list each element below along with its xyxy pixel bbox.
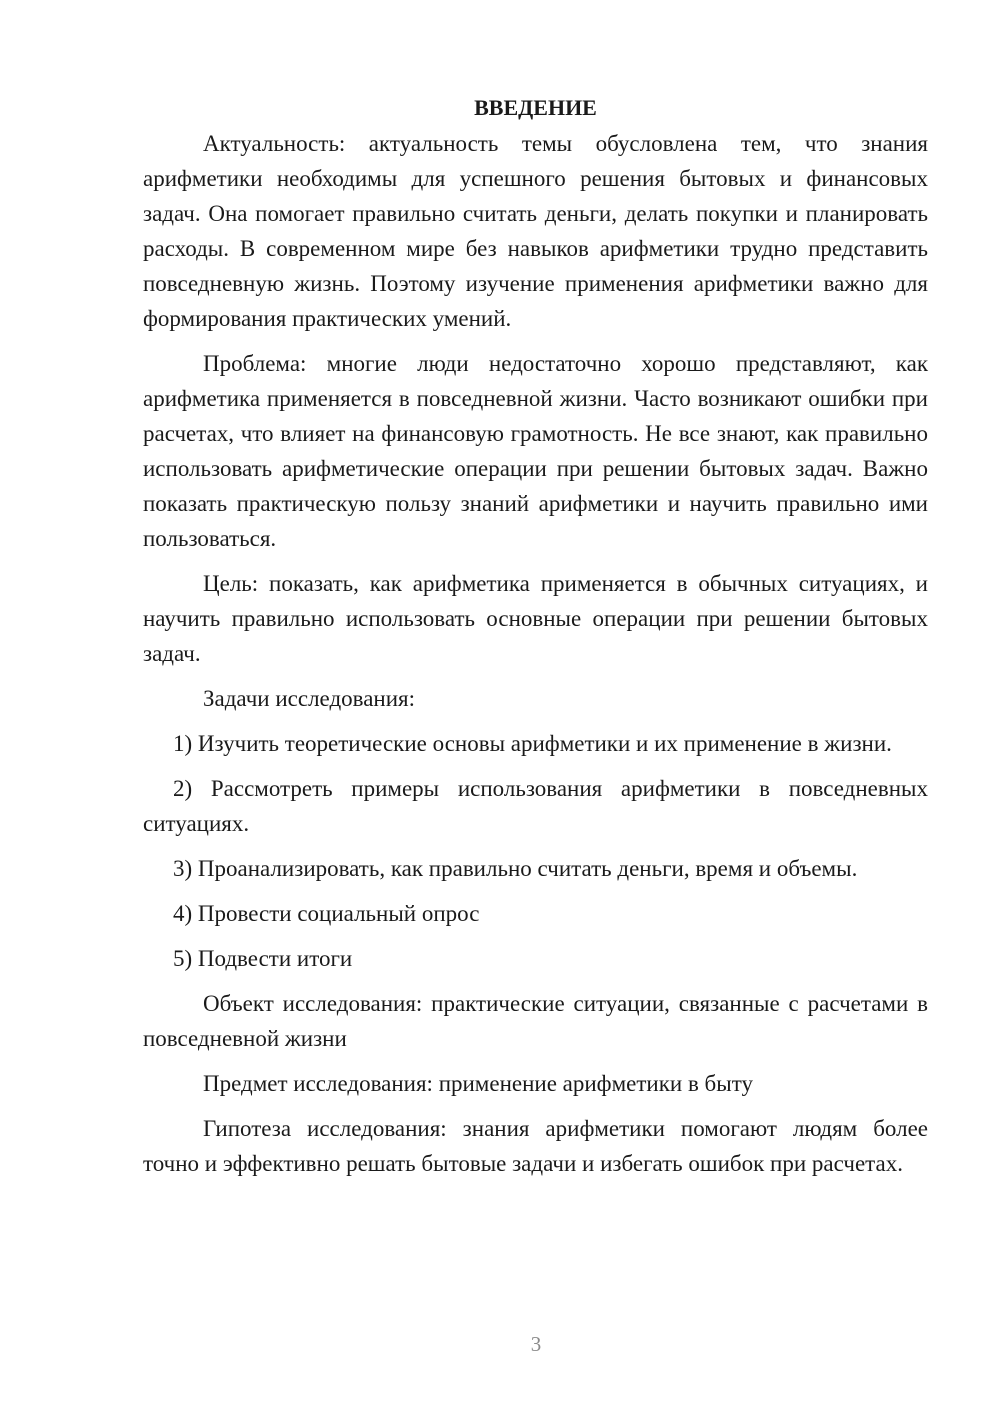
task-item-4: 4) Провести социальный опрос xyxy=(173,901,480,926)
task-item-1: 1) Изучить теоретические основы арифметики и их применение в жизни. xyxy=(173,731,892,756)
paragraph-problem: Проблема: многие люди недостаточно хорошо представляют, как арифметика применяется в повседневной жизни. Часто возникают ошибки при расчетах, что влияет на финансовую грамотность. Не все знают, как правильно использовать арифметические операции при решении бытовых задач. Важно показать практическую пользу знаний арифметики и научить правильно ими пользоваться. xyxy=(143,351,928,551)
page-title: ВВЕДЕНИЕ xyxy=(474,95,597,120)
paragraph-subject: Предмет исследования: применение арифметики в быту xyxy=(203,1071,753,1096)
task-item-3: 3) Проанализировать, как правильно считать деньги, время и объемы. xyxy=(173,856,858,881)
paragraph-relevance: Актуальность: актуальность темы обусловлена тем, что знания арифметики необходимы для успешного решения бытовых и финансовых задач. Она помогает правильно считать деньги, делать покупки и планировать расходы. В современном мире без навыков арифметики трудно представить повседневную жизнь. Поэтому изучение применения арифметики важно для формирования практических умений. xyxy=(143,131,928,331)
page-number: 3 xyxy=(530,1332,542,1356)
page-body xyxy=(143,90,928,1191)
task-item-2: 2) Рассмотреть примеры использования арифметики в повседневных ситуациях. xyxy=(143,776,928,836)
task-item-5: 5) Подвести итоги xyxy=(173,946,353,971)
paragraph-goal: Цель: показать, как арифметика применяется в обычных ситуациях, и научить правильно использовать основные операции при решении бытовых задач. xyxy=(143,571,928,666)
tasks-heading: Задачи исследования: xyxy=(203,686,416,711)
paragraph-hypothesis: Гипотеза исследования: знания арифметики помогают людям более точно и эффективно решать бытовые задачи и избегать ошибок при расчетах. xyxy=(143,1116,928,1176)
paragraph-object: Объект исследования: практические ситуации, связанные с расчетами в повседневной жизни xyxy=(143,991,928,1051)
